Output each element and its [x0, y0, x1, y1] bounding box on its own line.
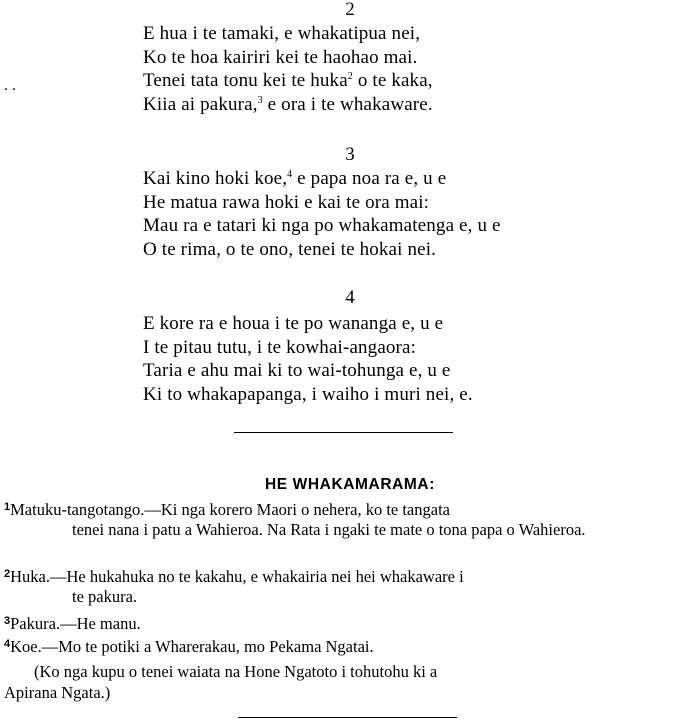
margin-mark: . . — [4, 77, 16, 94]
explanations-heading: HE WHAKAMARAMA: — [264, 476, 435, 493]
verse-line: O te rima, o te ono, tenei te hokai nei. — [143, 238, 437, 260]
verse-line: I te pitau tutu, i te kowhai-angaora: — [143, 336, 417, 358]
verse-line: Kai kino hoki koe,$^4$ e papa noa ra e, u e — [143, 168, 447, 189]
footnote-4: $^4$Koe.—Mo te potiki a Wharerakau, mo Pekama Ngatai. — [4, 637, 374, 656]
footnote-number: 1 — [4, 501, 11, 513]
stanza-2 — [143, 22, 683, 116]
footnote-marker: 4 — [287, 169, 293, 180]
verse-line: Kiia ai pakura,$^3$ e ora i te whakaware. — [143, 93, 433, 115]
footnote-3: $^3$Pakura.—He manu. — [4, 614, 141, 633]
verse-line: E kore ra e houa i te po wananga e, u e — [143, 313, 444, 334]
verse-line: Taria e ahu mai ki to wai-tohunga e, u e — [143, 360, 451, 381]
footnote-number: 2 — [4, 568, 11, 580]
stanza-3 — [143, 167, 683, 261]
footnote-2: $^2$Huka.—He hukahuka no te kakahu, e whakairia nei hei whakaware i te pakura. — [4, 567, 464, 606]
stanza-number: 4 — [345, 287, 355, 308]
verse-line: Ko te hoa kairiri kei te haohao mai. — [143, 46, 418, 68]
verse-line: Tenei tata tonu kei te huka$^2$ o te kaka, — [143, 70, 433, 91]
footnote-number: 4 — [4, 638, 11, 650]
stanza-number: 3 — [345, 144, 355, 165]
stanza-4 — [143, 312, 683, 406]
verse-line: E hua i te tamaki, e whakatipua nei, — [143, 23, 421, 44]
section-divider — [234, 432, 453, 433]
stanza-number: 2 — [345, 0, 355, 20]
footnote-1: $^1$Matuku-tangotango.—Ki nga korero Maori o nehera, ko te tangata tenei nana i patu a Wahieroa. Na Rata i ngaki te mate o tona papa o Wahieroa. — [4, 500, 586, 539]
closing-divider — [238, 717, 457, 718]
verse-line: Mau ra e tatari ki nga po whakamatenga e, u e — [143, 215, 501, 236]
footnote-number: 3 — [4, 615, 11, 627]
verse-line: He matua rawa hoki e kai te ora mai: — [143, 191, 430, 213]
verse-line: Ki to whakapapanga, i waiho i muri nei, e. — [143, 383, 473, 405]
footnote-marker: 2 — [347, 71, 353, 82]
footnote-marker: 3 — [257, 94, 263, 106]
attribution-note: (Ko nga kupu o tenei waiata na Hone Ngatoto i tohutohu ki a Apirana Ngata.) — [4, 662, 438, 702]
